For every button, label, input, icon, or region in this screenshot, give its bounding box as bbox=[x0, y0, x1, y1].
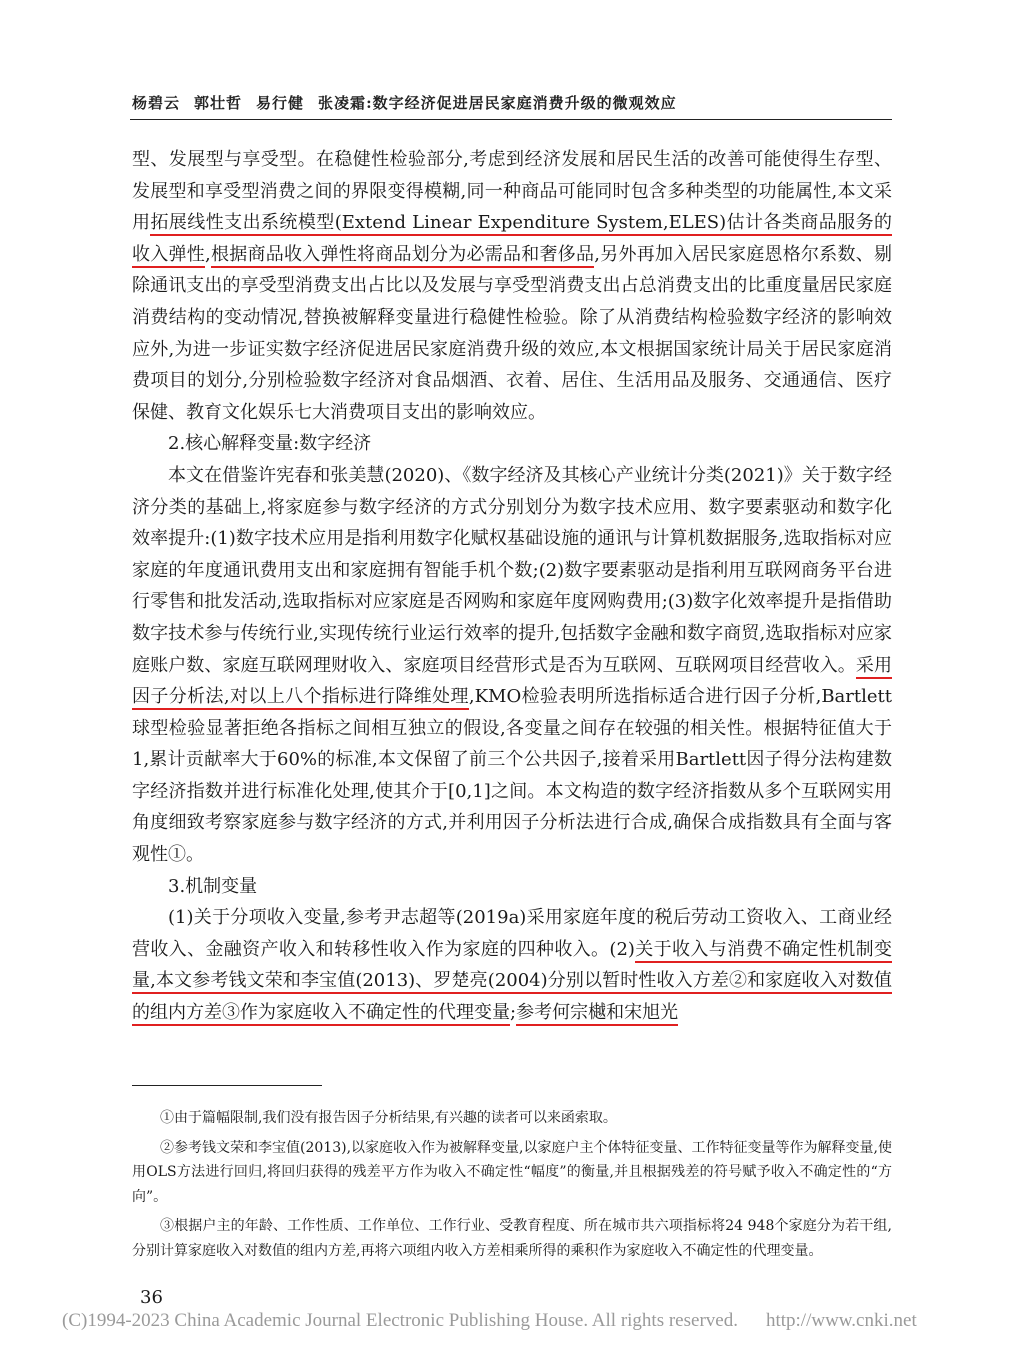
annotation-underline: 采用因子分析法,对以上八个指标进行降维处理 bbox=[132, 655, 892, 711]
annotation-underline: 关于收入与消费不确定性机制变量,本文参考钱文荣和李宝值(2013)、罗楚亮(2004)分别以暂时性收入方差②和家庭收入对数值的组内方差③作为家庭收入不确定性的代理变量 bbox=[132, 939, 892, 1026]
author-name: 杨碧云 bbox=[132, 94, 181, 112]
header-authors bbox=[132, 94, 366, 112]
paragraph bbox=[132, 460, 892, 871]
text-run: ; bbox=[510, 1002, 517, 1024]
page-number: 36 bbox=[140, 1287, 163, 1308]
text-run: ,另外再加入居民家庭恩格尔系数、剔除通讯支出的享受型消费支出占比以及发展与享受型消费支出占总消费支出的比重度量居民家庭消费结构的变动情况,替换被解释变量进行稳健性检验。除了从消费结构检验数字经济的影响效应外,为进一步证实数字经济促进居民家庭消费升级的效应,本文根据国家统计局关于居民家庭消费项目的划分,分别检验数字经济对食品烟酒、衣着、居住、生活用品及服务、交通通信、医疗保健、教育文化娱乐七大消费项目支出的影响效应。 bbox=[132, 243, 892, 423]
section-heading: 2.核心解释变量:数字经济 bbox=[168, 433, 372, 455]
copyright-url: http://www.cnki.net bbox=[765, 1310, 917, 1331]
footnote-divider bbox=[132, 1085, 322, 1086]
article-body bbox=[132, 144, 892, 1029]
paragraph bbox=[132, 144, 892, 428]
footnote: ②参考钱文荣和李宝值(2013),以家庭收入作为被解释变量,以家庭户主个体特征变量、工作特征变量等作为解释变量,使用OLS方法进行回归,将回归获得的残差平方作为收入不确定性“幅度”的衡量,并且根据残差的符号赋予收入不确定性的“方向”。 bbox=[132, 1139, 892, 1205]
annotation-underline: 参考何宗樾和宋旭光 bbox=[516, 1002, 678, 1026]
running-header bbox=[132, 92, 892, 113]
copyright-text: (C)1994-2023 China Academic Journal Electronic Publishing House. All rights reserved. bbox=[62, 1310, 738, 1331]
footnote: ①由于篇幅限制,我们没有报告因子分析结果,有兴趣的读者可以来函索取。 bbox=[160, 1110, 617, 1126]
text-run: (1)关于分项收入变量,参考尹志超等(2019a)采用家庭年度的税后劳动工资收入、工商业经营收入、金融资产收入和转移性收入作为家庭的四种收入。(2) bbox=[132, 907, 892, 960]
header-divider bbox=[130, 119, 892, 120]
section-heading: 3.机制变量 bbox=[168, 875, 258, 897]
text-run: , bbox=[205, 243, 211, 265]
author-name: 郭壮哲 bbox=[194, 94, 243, 112]
text-run: ,KMO检验表明所选指标适合进行因子分析,Bartlett球型检验显著拒绝各指标之间相互独立的假设,各变量之间存在较强的相关性。根据特征值大于1,累计贡献率大于60%的标准,本文保留了前三个公共因子,接着采用Bartlett因子得分法构建数字经济指数并进行标准化处理,使其介于[0,1]之间。本文构造的数字经济指数从多个互联网实用角度细致考察家庭参与数字经济的方式,并利用因子分析法进行合成,确保合成指数具有全面与客观性①。 bbox=[132, 686, 892, 866]
footnote: ③根据户主的年龄、工作性质、工作单位、工作行业、受教育程度、所在城市共六项指标将24 948个家庭分为若干组,分别计算家庭收入对数值的组内方差,再将六项组内收入方差相乘所得的乘积作为家庭收入不确定性的代理变量。 bbox=[132, 1218, 892, 1259]
paragraph bbox=[132, 902, 892, 1028]
annotation-underline: 拓展线性支出系统模型(Extend Linear Expenditure System,ELES)估计各类商品服务的收入弹性 bbox=[132, 212, 892, 268]
text-run: 本文在借鉴许宪春和张美慧(2020)、《数字经济及其核心产业统计分类(2021)》关于数字经济分类的基础上,将家庭参与数字经济的方式分别划分为数字技术应用、数字要素驱动和数字化效率提升:(1)数字技术应用是指利用数字化赋权基础设施的通讯与计算机数据服务,选取指标对应家庭的年度通讯费用支出和家庭拥有智能手机个数;(2)数字要素驱动是指利用互联网商务平台进行零售和批发活动,选取指标对应家庭是否网购和家庭年度网购费用;(3)数字化效率提升是指借助数字技术参与传统行业,实现传统行业运行效率的提升,包括数字金融和数字商贸,选取指标对应家庭账户数、家庭互联网理财收入、家庭项目经营形式是否为互联网、互联网项目经营收入。 bbox=[132, 464, 892, 676]
annotation-underline: 根据商品收入弹性将商品划分为必需品和奢侈品 bbox=[211, 244, 595, 268]
text-run: 型、发展型与享受型。在稳健性检验部分,考虑到经济发展和居民生活的改善可能使得生存型、发展型和享受型消费之间的界限变得模糊,同一种商品可能同时包含多种类型的功能属性,本文采用 bbox=[132, 149, 892, 234]
author-name: 易行健 bbox=[256, 94, 305, 112]
footnotes bbox=[132, 1106, 892, 1268]
author-name: 张凌霜 bbox=[318, 94, 367, 112]
header-title: :数字经济促进居民家庭消费升级的微观效应 bbox=[366, 94, 677, 112]
copyright-watermark bbox=[62, 1310, 962, 1332]
